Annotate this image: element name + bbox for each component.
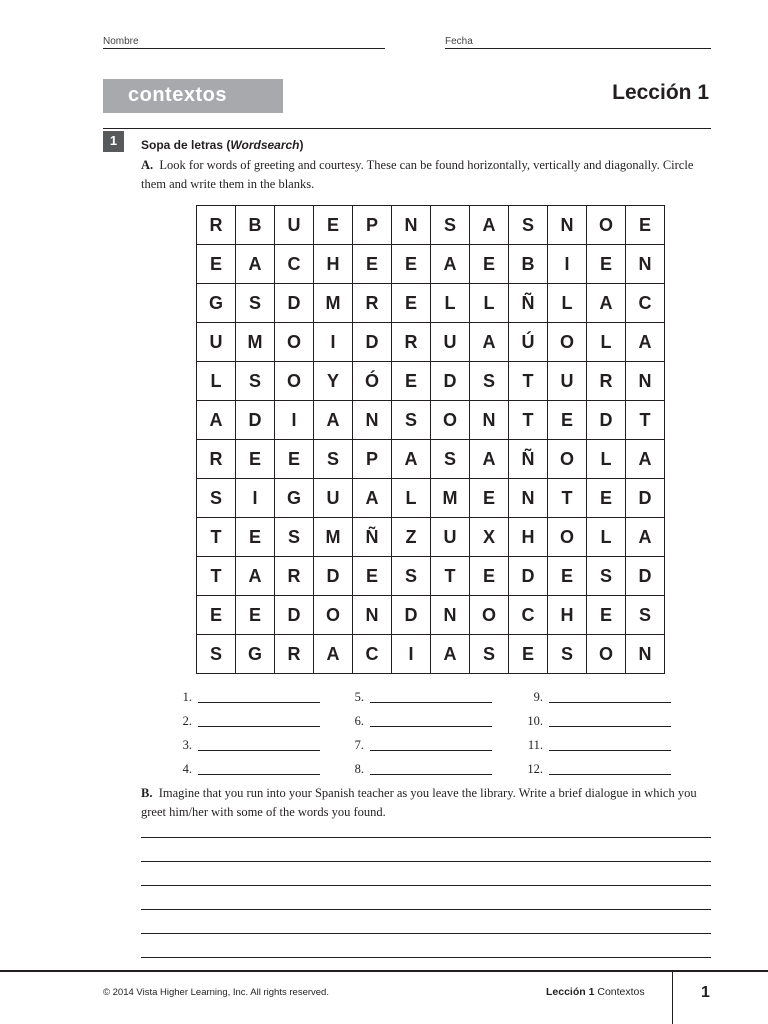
wordsearch-grid bbox=[196, 205, 665, 674]
grid-cell[interactable]: A bbox=[470, 323, 509, 362]
grid-cell[interactable]: E bbox=[392, 362, 431, 401]
grid-cell[interactable]: S bbox=[392, 557, 431, 596]
grid-cell[interactable]: Z bbox=[392, 518, 431, 557]
grid-cell[interactable]: N bbox=[353, 596, 392, 635]
answer-blank-number: 8. bbox=[354, 762, 364, 776]
dialogue-line[interactable] bbox=[141, 957, 711, 958]
answer-blank-number: 7. bbox=[354, 738, 364, 752]
grid-cell[interactable]: E bbox=[197, 245, 236, 284]
grid-cell[interactable]: A bbox=[236, 557, 275, 596]
answer-line[interactable] bbox=[370, 750, 492, 751]
grid-cell[interactable]: Ú bbox=[509, 323, 548, 362]
grid-cell[interactable]: L bbox=[470, 284, 509, 323]
grid-cell[interactable]: S bbox=[197, 479, 236, 518]
page-number: 1 bbox=[701, 984, 710, 1001]
grid-cell[interactable]: S bbox=[509, 206, 548, 245]
grid-cell[interactable]: G bbox=[275, 479, 314, 518]
dialogue-line[interactable] bbox=[141, 885, 711, 886]
grid-cell[interactable]: A bbox=[236, 245, 275, 284]
answer-blank[interactable] bbox=[527, 713, 671, 729]
grid-row bbox=[197, 245, 665, 284]
answer-blank-number: 3. bbox=[182, 738, 192, 752]
grid-cell[interactable]: R bbox=[197, 206, 236, 245]
grid-cell[interactable]: A bbox=[197, 401, 236, 440]
answer-line[interactable] bbox=[370, 774, 492, 775]
grid-cell[interactable]: E bbox=[548, 401, 587, 440]
answer-blank[interactable] bbox=[354, 713, 492, 729]
grid-cell[interactable]: I bbox=[548, 245, 587, 284]
grid-cell[interactable]: T bbox=[548, 479, 587, 518]
answer-blank-number: 10. bbox=[527, 714, 543, 728]
grid-cell[interactable]: B bbox=[509, 245, 548, 284]
answer-blank-number: 12. bbox=[527, 762, 543, 776]
grid-cell[interactable]: T bbox=[197, 518, 236, 557]
grid-cell[interactable]: R bbox=[353, 284, 392, 323]
grid-cell[interactable]: C bbox=[509, 596, 548, 635]
grid-cell[interactable]: T bbox=[509, 362, 548, 401]
grid-cell[interactable]: M bbox=[314, 284, 353, 323]
answer-line[interactable] bbox=[549, 774, 671, 775]
grid-cell[interactable]: Y bbox=[314, 362, 353, 401]
grid-row bbox=[197, 284, 665, 323]
part-b-instructions bbox=[141, 784, 701, 822]
grid-cell[interactable]: S bbox=[470, 635, 509, 674]
grid-cell[interactable]: A bbox=[314, 401, 353, 440]
grid-cell[interactable]: E bbox=[587, 245, 626, 284]
grid-cell[interactable]: U bbox=[548, 362, 587, 401]
grid-cell[interactable]: O bbox=[275, 323, 314, 362]
grid-cell[interactable]: S bbox=[314, 440, 353, 479]
grid-cell[interactable]: H bbox=[314, 245, 353, 284]
grid-cell[interactable]: E bbox=[470, 245, 509, 284]
grid-cell[interactable]: D bbox=[626, 557, 665, 596]
answer-line[interactable] bbox=[198, 702, 320, 703]
grid-cell[interactable]: D bbox=[314, 557, 353, 596]
grid-cell[interactable]: S bbox=[470, 362, 509, 401]
grid-cell[interactable]: D bbox=[509, 557, 548, 596]
grid-cell[interactable]: I bbox=[392, 635, 431, 674]
grid-row bbox=[197, 323, 665, 362]
answer-line[interactable] bbox=[198, 774, 320, 775]
grid-cell[interactable]: E bbox=[626, 206, 665, 245]
copyright-notice: © 2014 Vista Higher Learning, Inc. All rights reserved. bbox=[103, 987, 329, 998]
header-divider bbox=[103, 128, 711, 129]
answer-line[interactable] bbox=[198, 726, 320, 727]
section-banner bbox=[103, 79, 283, 113]
grid-row bbox=[197, 401, 665, 440]
answer-blank-number: 11. bbox=[527, 738, 543, 752]
grid-row bbox=[197, 440, 665, 479]
grid-cell[interactable]: N bbox=[626, 635, 665, 674]
grid-row bbox=[197, 635, 665, 674]
grid-cell[interactable]: U bbox=[197, 323, 236, 362]
grid-cell[interactable]: E bbox=[509, 635, 548, 674]
part-b-label: B. bbox=[141, 786, 153, 800]
answer-blank-number: 2. bbox=[182, 714, 192, 728]
grid-cell[interactable]: A bbox=[470, 440, 509, 479]
grid-cell[interactable]: Ñ bbox=[509, 440, 548, 479]
dialogue-line[interactable] bbox=[141, 909, 711, 910]
grid-cell[interactable]: M bbox=[431, 479, 470, 518]
activity-title-suffix: ) bbox=[299, 138, 304, 152]
grid-cell[interactable]: E bbox=[236, 440, 275, 479]
answer-blank-number: 4. bbox=[182, 762, 192, 776]
grid-cell[interactable]: B bbox=[236, 206, 275, 245]
grid-cell[interactable]: E bbox=[236, 518, 275, 557]
grid-cell[interactable]: N bbox=[392, 206, 431, 245]
section-label: contextos bbox=[128, 84, 227, 106]
grid-cell[interactable]: R bbox=[197, 440, 236, 479]
grid-cell[interactable]: D bbox=[392, 596, 431, 635]
grid-cell[interactable]: A bbox=[353, 479, 392, 518]
answer-line[interactable] bbox=[198, 750, 320, 751]
grid-row bbox=[197, 596, 665, 635]
grid-cell[interactable]: E bbox=[587, 596, 626, 635]
grid-cell[interactable]: L bbox=[392, 479, 431, 518]
answer-blank[interactable] bbox=[533, 689, 671, 705]
grid-cell[interactable]: E bbox=[548, 557, 587, 596]
grid-cell[interactable]: R bbox=[275, 557, 314, 596]
answer-line[interactable] bbox=[549, 702, 671, 703]
grid-cell[interactable]: A bbox=[626, 518, 665, 557]
answer-blank[interactable] bbox=[527, 737, 671, 753]
answer-line[interactable] bbox=[370, 726, 492, 727]
grid-cell[interactable]: I bbox=[236, 479, 275, 518]
grid-cell[interactable]: Ñ bbox=[353, 518, 392, 557]
grid-cell[interactable]: P bbox=[353, 206, 392, 245]
grid-cell[interactable]: E bbox=[236, 596, 275, 635]
grid-cell[interactable]: R bbox=[392, 323, 431, 362]
grid-cell[interactable]: N bbox=[626, 362, 665, 401]
grid-cell[interactable]: S bbox=[548, 635, 587, 674]
grid-cell[interactable]: L bbox=[431, 284, 470, 323]
grid-cell[interactable]: D bbox=[275, 284, 314, 323]
grid-cell[interactable]: E bbox=[587, 479, 626, 518]
footer-separator bbox=[672, 970, 673, 1024]
part-a-label: A. bbox=[141, 158, 154, 172]
grid-cell[interactable]: D bbox=[236, 401, 275, 440]
grid-cell[interactable]: C bbox=[626, 284, 665, 323]
answer-blank[interactable] bbox=[182, 713, 320, 729]
answer-blank[interactable] bbox=[527, 761, 671, 777]
grid-cell[interactable]: C bbox=[275, 245, 314, 284]
answer-line[interactable] bbox=[370, 702, 492, 703]
grid-cell[interactable]: S bbox=[431, 440, 470, 479]
name-label: Nombre bbox=[103, 36, 139, 47]
grid-cell[interactable]: E bbox=[197, 596, 236, 635]
grid-cell[interactable]: L bbox=[587, 323, 626, 362]
part-b-text: Imagine that you run into your Spanish teacher as you leave the library. Write a brief dialogue in which you greet him/her with some of the words you found. bbox=[141, 786, 697, 819]
activity-title-italic: Wordsearch bbox=[230, 138, 300, 152]
date-field[interactable] bbox=[445, 48, 711, 49]
grid-cell[interactable]: H bbox=[548, 596, 587, 635]
grid-cell[interactable]: O bbox=[587, 635, 626, 674]
footer-divider bbox=[0, 970, 768, 972]
answer-blank-number: 9. bbox=[533, 690, 543, 704]
activity-number-badge: 1 bbox=[103, 131, 124, 152]
answer-blank[interactable] bbox=[354, 737, 492, 753]
grid-cell[interactable]: E bbox=[392, 245, 431, 284]
grid-cell[interactable]: A bbox=[626, 323, 665, 362]
grid-cell[interactable]: D bbox=[587, 401, 626, 440]
answer-blank[interactable] bbox=[182, 689, 320, 705]
grid-cell[interactable]: A bbox=[431, 245, 470, 284]
grid-cell[interactable]: A bbox=[626, 440, 665, 479]
answer-blank-number: 6. bbox=[354, 714, 364, 728]
footer-lesson-section: Contextos bbox=[597, 986, 645, 998]
grid-cell[interactable]: E bbox=[353, 245, 392, 284]
grid-cell[interactable]: L bbox=[197, 362, 236, 401]
answer-blank-number: 1. bbox=[182, 690, 192, 704]
grid-cell[interactable]: N bbox=[431, 596, 470, 635]
grid-cell[interactable]: E bbox=[275, 440, 314, 479]
grid-cell[interactable]: U bbox=[275, 206, 314, 245]
grid-cell[interactable]: I bbox=[275, 401, 314, 440]
grid-cell[interactable]: I bbox=[314, 323, 353, 362]
lesson-title: Lección 1 bbox=[612, 81, 709, 104]
grid-cell[interactable]: X bbox=[470, 518, 509, 557]
grid-cell[interactable]: O bbox=[548, 518, 587, 557]
grid-cell[interactable]: Ó bbox=[353, 362, 392, 401]
grid-cell[interactable]: S bbox=[587, 557, 626, 596]
grid-cell[interactable]: Ñ bbox=[509, 284, 548, 323]
grid-cell[interactable]: U bbox=[431, 323, 470, 362]
grid-cell[interactable]: O bbox=[275, 362, 314, 401]
grid-cell[interactable]: L bbox=[587, 518, 626, 557]
grid-cell[interactable]: D bbox=[275, 596, 314, 635]
grid-cell[interactable]: A bbox=[587, 284, 626, 323]
grid-row bbox=[197, 518, 665, 557]
grid-cell[interactable]: P bbox=[353, 440, 392, 479]
footer-lesson-bold: Lección 1 bbox=[546, 986, 595, 998]
grid-cell[interactable]: U bbox=[431, 518, 470, 557]
answer-blank[interactable] bbox=[354, 761, 492, 777]
grid-cell[interactable]: U bbox=[314, 479, 353, 518]
dialogue-line[interactable] bbox=[141, 933, 711, 934]
grid-cell[interactable]: N bbox=[470, 401, 509, 440]
grid-row bbox=[197, 479, 665, 518]
grid-row bbox=[197, 557, 665, 596]
grid-cell[interactable]: C bbox=[353, 635, 392, 674]
grid-cell[interactable]: O bbox=[431, 401, 470, 440]
answer-blank[interactable] bbox=[354, 689, 492, 705]
grid-row bbox=[197, 206, 665, 245]
dialogue-line[interactable] bbox=[141, 861, 711, 862]
answer-blank-number: 5. bbox=[354, 690, 364, 704]
grid-cell[interactable]: A bbox=[470, 206, 509, 245]
grid-cell[interactable]: T bbox=[509, 401, 548, 440]
grid-row bbox=[197, 362, 665, 401]
grid-cell[interactable]: O bbox=[314, 596, 353, 635]
grid-cell[interactable]: S bbox=[236, 362, 275, 401]
grid-cell[interactable]: R bbox=[587, 362, 626, 401]
activity-title bbox=[141, 138, 304, 152]
grid-cell[interactable]: E bbox=[314, 206, 353, 245]
grid-cell[interactable]: T bbox=[431, 557, 470, 596]
grid-cell[interactable]: D bbox=[431, 362, 470, 401]
grid-cell[interactable]: S bbox=[197, 635, 236, 674]
grid-cell[interactable]: E bbox=[470, 479, 509, 518]
grid-cell[interactable]: M bbox=[236, 323, 275, 362]
dialogue-line[interactable] bbox=[141, 837, 711, 838]
grid-cell[interactable]: A bbox=[431, 635, 470, 674]
grid-cell[interactable]: G bbox=[236, 635, 275, 674]
grid-cell[interactable]: O bbox=[587, 206, 626, 245]
activity-title-prefix: Sopa de letras ( bbox=[141, 138, 231, 152]
answer-blank[interactable] bbox=[182, 761, 320, 777]
grid-cell[interactable]: O bbox=[548, 440, 587, 479]
grid-cell[interactable]: O bbox=[470, 596, 509, 635]
grid-cell[interactable]: A bbox=[392, 440, 431, 479]
grid-cell[interactable]: S bbox=[275, 518, 314, 557]
date-label: Fecha bbox=[445, 36, 473, 47]
grid-cell[interactable]: A bbox=[314, 635, 353, 674]
grid-cell[interactable]: M bbox=[314, 518, 353, 557]
grid-cell[interactable]: N bbox=[626, 245, 665, 284]
grid-cell[interactable]: S bbox=[431, 206, 470, 245]
grid-cell[interactable]: E bbox=[353, 557, 392, 596]
grid-cell[interactable]: T bbox=[626, 401, 665, 440]
grid-cell[interactable]: R bbox=[275, 635, 314, 674]
name-field[interactable] bbox=[103, 48, 385, 49]
grid-cell[interactable]: H bbox=[509, 518, 548, 557]
grid-cell[interactable]: S bbox=[236, 284, 275, 323]
part-a-text: Look for words of greeting and courtesy. These can be found horizontally, vertically and diagonally. Circle them and write them in the blanks. bbox=[141, 158, 694, 191]
answer-blank[interactable] bbox=[182, 737, 320, 753]
grid-cell[interactable]: S bbox=[392, 401, 431, 440]
grid-cell[interactable]: S bbox=[626, 596, 665, 635]
grid-cell[interactable]: D bbox=[353, 323, 392, 362]
grid-cell[interactable]: L bbox=[548, 284, 587, 323]
grid-cell[interactable]: E bbox=[470, 557, 509, 596]
footer-lesson bbox=[546, 986, 645, 998]
grid-cell[interactable]: O bbox=[548, 323, 587, 362]
grid-cell[interactable]: L bbox=[587, 440, 626, 479]
grid-cell[interactable]: T bbox=[197, 557, 236, 596]
grid-cell[interactable]: N bbox=[353, 401, 392, 440]
answer-line[interactable] bbox=[549, 750, 671, 751]
grid-cell[interactable]: G bbox=[197, 284, 236, 323]
grid-cell[interactable]: N bbox=[548, 206, 587, 245]
answer-line[interactable] bbox=[549, 726, 671, 727]
grid-cell[interactable]: D bbox=[626, 479, 665, 518]
grid-cell[interactable]: E bbox=[392, 284, 431, 323]
grid-cell[interactable]: N bbox=[509, 479, 548, 518]
part-a-instructions bbox=[141, 156, 701, 194]
